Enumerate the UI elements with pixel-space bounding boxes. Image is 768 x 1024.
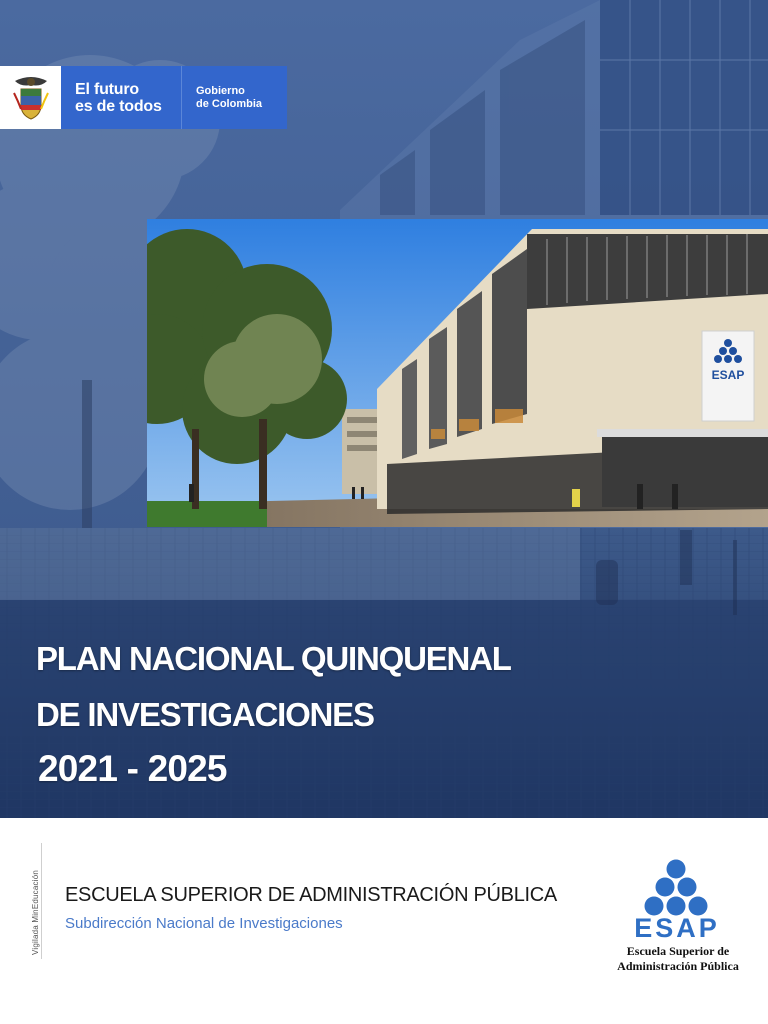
government-name [182, 66, 287, 129]
cover-years: 2021 - 2025 [38, 748, 227, 789]
slogan-line-1: El futuro [75, 80, 139, 98]
government-slogan [61, 66, 181, 129]
colombia-coat-of-arms-icon [0, 66, 61, 129]
photo-sign-text: ESAP [711, 368, 745, 382]
government-name-line-1: Gobierno [196, 84, 245, 97]
government-banner [0, 66, 287, 129]
subdirection-name: Subdirección Nacional de Investigaciones [65, 915, 343, 932]
institution-name: ESCUELA SUPERIOR DE ADMINISTRACIÓN PÚBLICA [65, 884, 557, 906]
esap-caption-line-2: Administración Pública [617, 959, 739, 973]
campus-photo [147, 219, 768, 527]
esap-dots-icon [645, 860, 708, 916]
cover-title-line-2: DE INVESTIGACIONES [36, 696, 374, 733]
esap-logo-caption [598, 944, 758, 974]
slogan-line-2: es de todos [75, 97, 162, 115]
esap-caption-line-1: Escuela Superior de [626, 944, 730, 958]
esap-logo-text: ESAP [634, 913, 720, 943]
government-name-line-2: de Colombia [196, 97, 263, 110]
vigilada-mineducacion-stamp [19, 843, 42, 959]
vigilada-text: Vigilada MinEducación [31, 870, 40, 955]
cover-title-line-1: PLAN NACIONAL QUINQUENAL [36, 640, 511, 677]
